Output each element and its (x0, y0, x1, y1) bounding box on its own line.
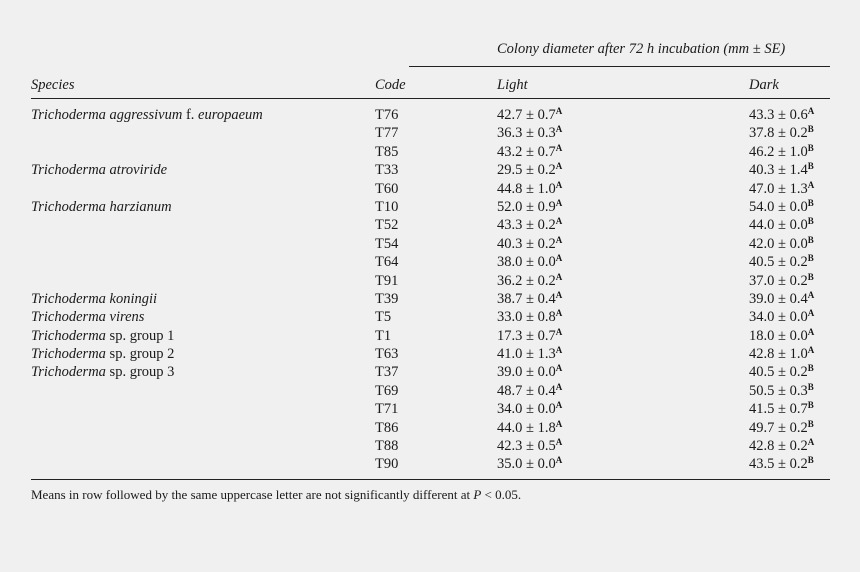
dark-cell (749, 124, 814, 142)
dark-significance-letter: B (807, 124, 814, 135)
dark-significance-letter: B (807, 253, 814, 264)
dark-cell (749, 419, 814, 437)
species-name: Trichoderma atroviride (31, 162, 168, 179)
light-value: 29.5 ± 0.2 (497, 162, 556, 179)
light-value: 43.2 ± 0.7 (497, 143, 556, 160)
light-cell (497, 180, 562, 198)
species-name: Trichoderma koningii (31, 290, 158, 307)
dark-significance-letter: A (807, 308, 815, 319)
footnote-p: P (473, 487, 482, 502)
light-significance-letter: A (555, 381, 563, 392)
light-significance-letter: A (555, 271, 563, 282)
light-value: 39.0 ± 0.0 (497, 364, 556, 381)
dark-cell (749, 455, 814, 473)
light-cell (497, 235, 562, 253)
light-significance-letter: A (555, 124, 563, 135)
species-qualifier: f. (182, 107, 199, 123)
light-value: 48.7 ± 0.4 (497, 382, 556, 399)
dark-cell (749, 143, 814, 161)
light-value: 44.0 ± 1.8 (497, 419, 556, 436)
dark-significance-letter: B (807, 197, 814, 208)
code-cell: T37 (375, 364, 399, 381)
table-row (0, 198, 860, 216)
table-row (0, 235, 860, 253)
light-cell (497, 106, 562, 124)
light-cell (497, 143, 562, 161)
code-cell: T71 (375, 401, 399, 418)
species-cell (31, 161, 167, 179)
code-cell: T88 (375, 438, 399, 455)
code-header: Code (375, 77, 406, 93)
table-body (0, 106, 860, 474)
dark-significance-letter: A (807, 106, 815, 116)
table-row (0, 290, 860, 308)
light-significance-letter: A (555, 234, 563, 245)
light-cell (497, 400, 562, 418)
dark-cell (749, 161, 814, 179)
code-cell: T60 (375, 180, 399, 197)
dark-value: 37.8 ± 0.2 (749, 125, 808, 142)
light-cell (497, 198, 562, 216)
dark-value: 49.7 ± 0.2 (749, 419, 808, 436)
footnote-threshold: < 0.05. (481, 487, 522, 502)
spanner-rule (409, 66, 830, 67)
light-cell (497, 308, 562, 326)
light-cell (497, 363, 562, 381)
light-value: 38.7 ± 0.4 (497, 290, 556, 307)
table-row (0, 308, 860, 326)
light-significance-letter: A (555, 106, 563, 116)
dark-significance-letter: A (807, 345, 815, 356)
dark-value: 34.0 ± 0.0 (749, 309, 808, 326)
dark-value: 47.0 ± 1.3 (749, 180, 808, 197)
table-row (0, 180, 860, 198)
dark-cell (749, 272, 814, 290)
light-value: 41.0 ± 1.3 (497, 346, 556, 363)
code-cell: T33 (375, 162, 399, 179)
dark-value: 43.3 ± 0.6 (749, 107, 808, 123)
light-value: 17.3 ± 0.7 (497, 327, 556, 344)
dark-value: 46.2 ± 1.0 (749, 143, 808, 160)
footnote-text: Means in row followed by the same uppercase letter are not significantly different at (31, 487, 474, 502)
dark-significance-letter: A (807, 437, 815, 448)
dark-cell (749, 253, 814, 271)
dark-cell (749, 216, 814, 234)
species-name: Trichoderma (31, 327, 106, 344)
table-row (0, 106, 860, 124)
code-cell: T77 (375, 125, 399, 142)
spanner-header: Colony diameter after 72 h incubation (mm ± SE) (497, 41, 786, 57)
bottom-rule (31, 479, 830, 480)
light-value: 42.7 ± 0.7 (497, 107, 556, 123)
light-significance-letter: A (555, 437, 563, 448)
footnote (31, 487, 521, 503)
dark-header: Dark (749, 77, 779, 93)
dark-value: 43.5 ± 0.2 (749, 456, 808, 473)
dark-cell (749, 382, 814, 400)
code-cell: T91 (375, 272, 399, 289)
light-value: 44.8 ± 1.0 (497, 180, 556, 197)
light-significance-letter: A (555, 142, 563, 153)
table-row (0, 363, 860, 381)
dark-significance-letter: B (807, 455, 814, 466)
table-row (0, 382, 860, 400)
light-significance-letter: A (555, 345, 563, 356)
light-value: 33.0 ± 0.8 (497, 309, 556, 326)
light-significance-letter: A (555, 400, 563, 411)
light-significance-letter: A (555, 418, 563, 429)
species-name: Trichoderma virens (31, 309, 145, 326)
species-name: Trichoderma harzianum (31, 198, 172, 215)
light-value: 34.0 ± 0.0 (497, 401, 556, 418)
light-header: Light (497, 77, 528, 93)
light-value: 43.3 ± 0.2 (497, 217, 556, 234)
table-row (0, 400, 860, 418)
light-significance-letter: A (555, 161, 563, 172)
dark-significance-letter: A (807, 179, 815, 190)
light-significance-letter: A (555, 363, 563, 374)
dark-significance-letter: A (807, 289, 815, 300)
code-cell: T10 (375, 198, 399, 215)
table-row (0, 272, 860, 290)
dark-cell (749, 437, 814, 455)
table-row (0, 327, 860, 345)
code-cell: T1 (375, 327, 392, 344)
light-cell (497, 272, 562, 290)
light-cell (497, 437, 562, 455)
code-cell: T5 (375, 309, 392, 326)
light-cell (497, 382, 562, 400)
dark-value: 40.5 ± 0.2 (749, 254, 808, 271)
light-cell (497, 290, 562, 308)
dark-cell (749, 363, 814, 381)
species-cell (31, 290, 157, 308)
species-cell (31, 327, 174, 345)
light-value: 36.3 ± 0.3 (497, 125, 556, 142)
dark-significance-letter: B (807, 161, 814, 172)
table-row (0, 253, 860, 271)
code-cell: T39 (375, 290, 399, 307)
species-name: Trichoderma (31, 346, 106, 363)
light-cell (497, 216, 562, 234)
dark-significance-letter: B (807, 381, 814, 392)
code-cell: T54 (375, 235, 399, 252)
table-row (0, 124, 860, 142)
dark-cell (749, 198, 814, 216)
light-significance-letter: A (555, 197, 563, 208)
table-row (0, 161, 860, 179)
light-value: 36.2 ± 0.2 (497, 272, 556, 289)
dark-significance-letter: B (807, 400, 814, 411)
dark-significance-letter: B (807, 234, 814, 245)
light-significance-letter: A (555, 216, 563, 227)
light-value: 35.0 ± 0.0 (497, 456, 556, 473)
light-value: 38.0 ± 0.0 (497, 254, 556, 271)
code-cell: T63 (375, 346, 399, 363)
light-cell (497, 327, 562, 345)
dark-significance-letter: B (807, 418, 814, 429)
code-cell: T90 (375, 456, 399, 473)
dark-cell (749, 180, 814, 198)
dark-value: 42.0 ± 0.0 (749, 235, 808, 252)
species-qualifier: sp. group 1 (105, 327, 175, 344)
species-header: Species (31, 77, 75, 93)
table-row (0, 437, 860, 455)
dark-significance-letter: A (807, 326, 815, 337)
dark-value: 39.0 ± 0.4 (749, 290, 808, 307)
species-cell (31, 198, 172, 216)
table-row (0, 143, 860, 161)
dark-significance-letter: B (807, 271, 814, 282)
species-name: Trichoderma (31, 364, 106, 381)
table-row (0, 345, 860, 363)
dark-cell (749, 345, 814, 363)
table-row (0, 419, 860, 437)
dark-cell (749, 290, 814, 308)
light-value: 40.3 ± 0.2 (497, 235, 556, 252)
light-cell (497, 253, 562, 271)
dark-significance-letter: B (807, 216, 814, 227)
light-significance-letter: A (555, 455, 563, 466)
dark-cell (749, 308, 814, 326)
species-name: Trichoderma aggressivum (31, 107, 183, 123)
light-cell (497, 161, 562, 179)
dark-value: 54.0 ± 0.0 (749, 198, 808, 215)
species-cell (31, 106, 263, 124)
light-value: 42.3 ± 0.5 (497, 438, 556, 455)
code-cell: T64 (375, 254, 399, 271)
light-significance-letter: A (555, 179, 563, 190)
species-qualifier: sp. group 3 (105, 364, 175, 381)
dark-value: 42.8 ± 0.2 (749, 438, 808, 455)
dark-cell (749, 235, 814, 253)
dark-cell (749, 400, 814, 418)
light-significance-letter: A (555, 326, 563, 337)
light-cell (497, 419, 562, 437)
light-significance-letter: A (555, 253, 563, 264)
species-cell (31, 308, 144, 326)
header-rule (31, 98, 830, 99)
dark-value: 18.0 ± 0.0 (749, 327, 808, 344)
code-cell: T85 (375, 143, 399, 160)
light-cell (497, 455, 562, 473)
species-cell (31, 345, 174, 363)
species-qualifier: sp. group 2 (105, 346, 175, 363)
dark-cell (749, 106, 814, 124)
light-cell (497, 345, 562, 363)
species-cell (31, 363, 174, 381)
dark-value: 40.3 ± 1.4 (749, 162, 808, 179)
light-significance-letter: A (555, 308, 563, 319)
table-row (0, 455, 860, 473)
dark-value: 50.5 ± 0.3 (749, 382, 808, 399)
dark-significance-letter: B (807, 142, 814, 153)
light-cell (497, 124, 562, 142)
light-significance-letter: A (555, 289, 563, 300)
dark-value: 42.8 ± 1.0 (749, 346, 808, 363)
code-cell: T86 (375, 419, 399, 436)
code-cell: T69 (375, 382, 399, 399)
code-cell: T76 (375, 107, 399, 123)
dark-value: 44.0 ± 0.0 (749, 217, 808, 234)
code-cell: T52 (375, 217, 399, 234)
dark-value: 41.5 ± 0.7 (749, 401, 808, 418)
light-value: 52.0 ± 0.9 (497, 198, 556, 215)
dark-cell (749, 327, 814, 345)
dark-value: 40.5 ± 0.2 (749, 364, 808, 381)
table-row (0, 216, 860, 234)
dark-value: 37.0 ± 0.2 (749, 272, 808, 289)
species-forma: europaeum (198, 107, 263, 123)
dark-significance-letter: B (807, 363, 814, 374)
